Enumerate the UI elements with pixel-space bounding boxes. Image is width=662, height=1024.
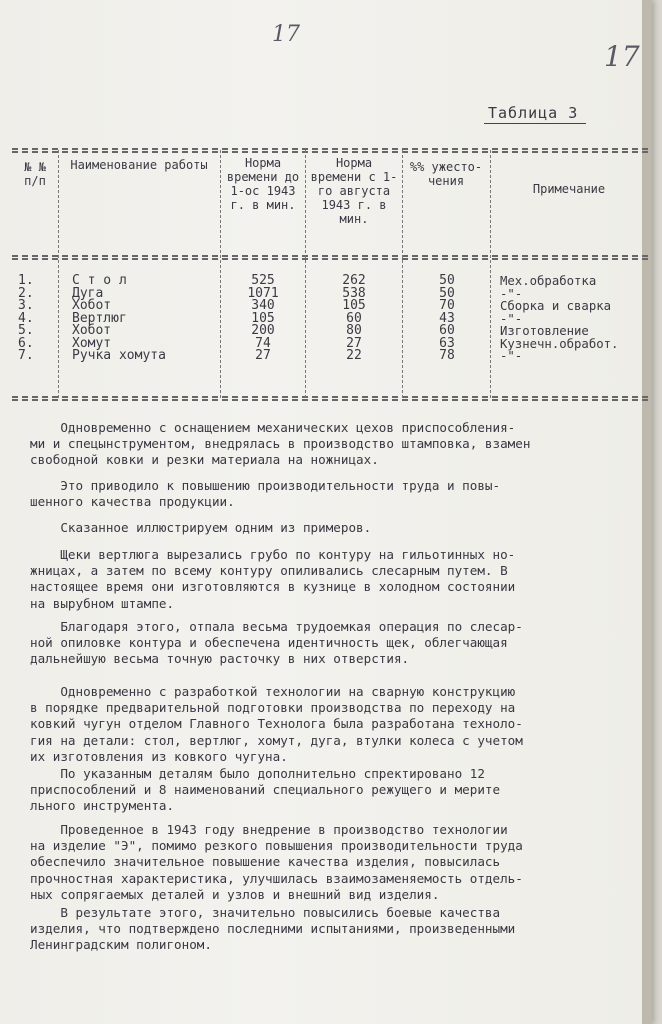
table-cell: 43 xyxy=(439,310,455,326)
table-cell: 1071 xyxy=(247,285,279,301)
table-cell: -"- xyxy=(500,286,523,301)
column-notes xyxy=(500,275,648,363)
table-cell: Изготовление xyxy=(500,324,589,338)
table-cell: Хобот xyxy=(72,323,112,338)
paragraph: В результате этого, значительно повысились боевые качества изделия, что подтверждено последними испытаниями, произведенными Ленинградским полигоном. xyxy=(30,905,516,953)
table-cell: Дуга xyxy=(72,285,104,301)
table-column-divider xyxy=(490,150,491,398)
table-cell: Хомут xyxy=(72,335,112,351)
table-cell: Ручка хомута xyxy=(72,348,166,363)
table-bottom-rule xyxy=(12,396,648,398)
header-note: Примечание xyxy=(532,182,606,196)
table-cell: Вертлюг xyxy=(72,310,127,326)
table-cell: 262 xyxy=(342,273,366,288)
table-cell: 5. xyxy=(18,323,34,338)
table-cell: 6. xyxy=(18,335,34,351)
table-cell: Мех.обработка xyxy=(500,274,597,288)
header-norm-after: Норма времени с 1-го августа 1943 г. в мин. xyxy=(310,156,398,226)
table-cell: 27 xyxy=(255,348,271,363)
table-top-rule xyxy=(12,148,648,150)
table-cell: 525 xyxy=(251,273,275,288)
paragraph: По указанным деталям было дополнительно спректировано 12 приспособлений и 8 наименований специального режущего и мерите льного инструмента. xyxy=(30,766,501,814)
table-cell: 340 xyxy=(251,298,275,313)
table-cell: 60 xyxy=(439,323,455,338)
table-cell: Сборка и сварка xyxy=(500,299,612,313)
column-norm-after xyxy=(310,275,398,363)
paragraph: Одновременно с разработкой технологии на сварную конструкцию в порядке предварительной подготовки производства по переходу на ковкий чугун отделом Главного Технолога была разработана техноло- гия на детали: стол, вертлюг, хомут, дуга, втулки колеса с учетом их изготовления из ковкого чугуна. xyxy=(30,684,523,764)
table-cell: 27 xyxy=(346,335,362,351)
table-cell: -"- xyxy=(500,349,523,363)
table-cell: 80 xyxy=(346,323,362,338)
table-cell: 2. xyxy=(18,285,34,301)
table-cell: 63 xyxy=(439,335,455,351)
header-number: № № п/п xyxy=(24,160,46,188)
table-cell: 4. xyxy=(18,310,34,326)
header-norm-before: Норма времени до 1-ос 1943 г. в мин. xyxy=(226,156,300,212)
table-cell: 538 xyxy=(342,285,366,301)
paragraph: Сказанное иллюстрируем одним из примеров. xyxy=(30,520,372,535)
table-cell: Хобот xyxy=(72,298,112,313)
table-cell: 105 xyxy=(251,310,275,326)
paragraph: Щеки вертлюга вырезались грубо по контуру на гильотинных но- жницах, а затем по всему контуру опиливались слесарным путем. В настоящее время они изготовляются в кузнице в холодном состоянии на вырубном штампе. xyxy=(30,547,516,611)
table-column-divider xyxy=(305,150,306,398)
column-work-names xyxy=(72,275,217,363)
handwritten-page-number-top: 17 xyxy=(272,22,300,47)
table-column-divider xyxy=(58,150,59,398)
header-percent: %% ужесто-чения xyxy=(409,160,483,188)
handwritten-page-number-corner: 17 xyxy=(604,40,640,73)
table-cell: 7. xyxy=(18,348,34,363)
paragraph: Проведенное в 1943 году внедрение в производство технологии на изделие "Э", помимо резкого повышения производительности труда обеспечило значительное повышение качества изделия, повысилась прочностная характеристика, улучшилась взаимозаменяемость отдель- ных сопрягаемых деталей и узлов и внешний вид изделия. xyxy=(30,822,523,902)
table-cell: 70 xyxy=(439,298,455,313)
table-cell: 60 xyxy=(346,310,362,326)
table-top-rule-2 xyxy=(12,151,648,153)
table-cell: 74 xyxy=(255,335,271,351)
paragraph: Это приводило к повышению производительности труда и повы- шенного качества продукции. xyxy=(30,478,501,510)
table-column-divider xyxy=(220,150,221,398)
table-cell: 105 xyxy=(342,298,366,313)
table-cell: 1. xyxy=(18,273,34,288)
table-column-divider xyxy=(402,150,403,398)
table-cell: 22 xyxy=(346,348,362,363)
column-percent xyxy=(406,275,488,363)
table-title: Таблица 3 xyxy=(488,104,579,122)
column-row-numbers xyxy=(18,275,54,363)
column-norm-before xyxy=(226,275,300,363)
table-cell: 50 xyxy=(439,285,455,301)
table-cell: 3. xyxy=(18,298,34,313)
table-cell: 78 xyxy=(439,348,455,363)
table-cell: 50 xyxy=(439,273,455,288)
table-cell: -"- xyxy=(500,311,523,326)
header-name: Наименование работы xyxy=(70,158,208,172)
table-cell: 200 xyxy=(251,323,275,338)
table-cell: С т о л xyxy=(72,273,127,288)
paragraph: Одновременно с оснащением механических цехов приспособления- ми и спецынструментом, внедрялась в производство штамповка, взамен свободной ковки и резки материала на ножницах. xyxy=(30,420,531,468)
table-cell: Кузнечн.обработ. xyxy=(500,336,619,351)
paragraph: Благодаря этого, отпала весьма трудоемкая операция по слесар- ной опиловке контура и обеспечена идентичность щек, облегчающая дальнейшую весьма точную расточку в них отверстия. xyxy=(30,619,523,667)
table-header-rule-2 xyxy=(12,258,648,260)
table-header-rule xyxy=(12,255,648,257)
table-bottom-rule-2 xyxy=(12,399,648,401)
